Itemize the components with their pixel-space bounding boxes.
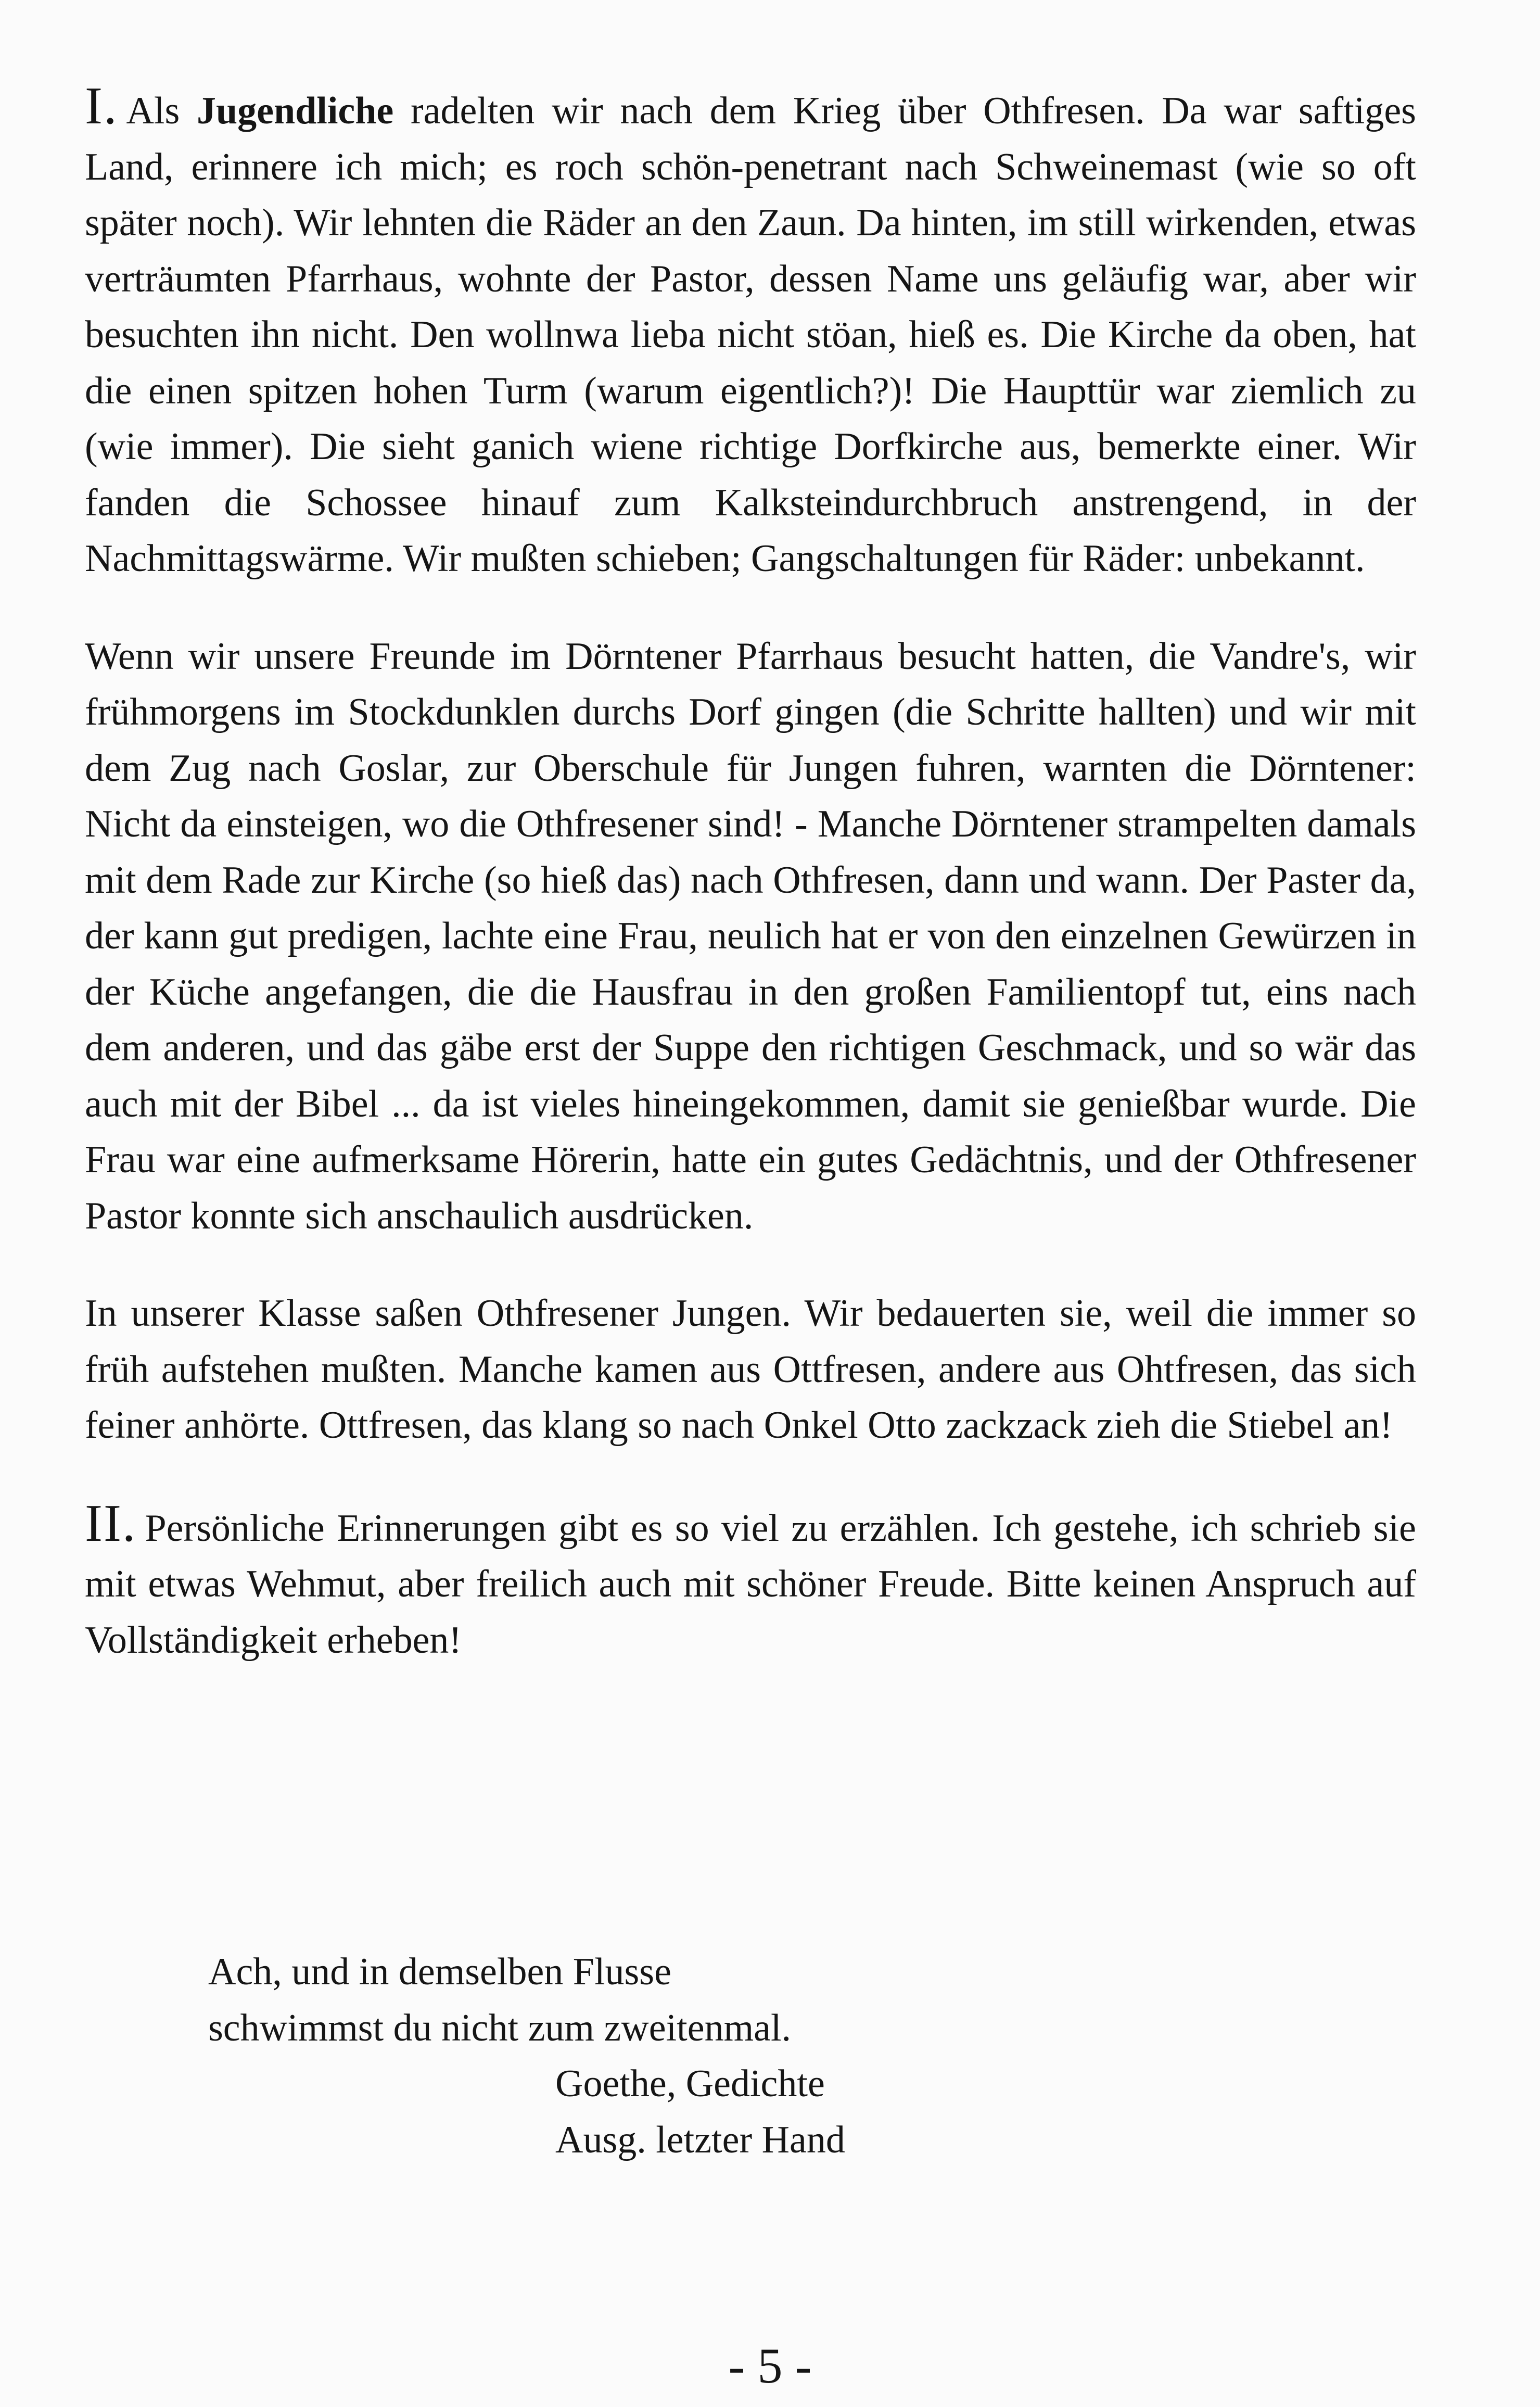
section-2-text: Persönliche Erinnerungen gibt es so viel zu erzählen. Ich gestehe, ich schrieb sie mit etwas Wehmut, aber freilich auch mit schöner Freude. Bitte keinen Anspruch auf Vollständigkeit erheben! (85, 1506, 1416, 1662)
goethe-quote (208, 1944, 791, 2056)
page-body (85, 78, 1416, 1668)
section-1-paragraph-2: Wenn wir unsere Freunde im Dörntener Pfarrhaus besucht hatten, die Vandre's, wir frühmorgens im Stockdunklen durchs Dorf gingen (die Schritte hallten) und wir mit dem Zug nach Goslar, zur Oberschule für Jungen fuhren, warnten die Dörntener: Nicht da einsteigen, wo die Othfresener sind! - Manche Dörntener strampelten damals mit dem Rade zur Kirche (so hieß das) nach Othfresen, dann und wann. Der Paster da, der kann gut predigen, lachte eine Frau, neulich hat er von den einzelnen Gewürzen in der Küche angefangen, die die Hausfrau in den großen Familientopf tut, eins nach dem anderen, und das gäbe erst der Suppe den richtigen Geschmack, und so wär das auch mit der Bibel ... da ist vieles hineingekommen, damit sie genießbar wurde. Die Frau war eine aufmerksame Hörerin, hatte ein gutes Gedächtnis, und der Othfresener Pastor konnte sich anschaulich ausdrücken. (85, 635, 1416, 1237)
section-1-number: I. (85, 77, 118, 135)
section-2-paragraph (85, 1493, 1416, 1669)
page-number: - 5 - (728, 2338, 812, 2393)
attribution-line: Goethe, Gedichte (555, 2062, 825, 2105)
section-1-paragraph-3: In unserer Klasse saßen Othfresener Jungen. Wir bedauerten sie, weil die immer so früh aufstehen mußten. Manche kamen aus Ottfresen, andere aus Ohtfresen, das sich feiner anhörte. Ottfresen, das klang so nach Onkel Otto zackzack zieh die Stiebel an! (85, 1292, 1416, 1447)
quote-attribution (555, 2056, 845, 2168)
quote-line: Ach, und in demselben Flusse (208, 1950, 671, 1993)
section-1-lead: Als (126, 90, 197, 132)
quote-line: schwimmst du nicht zum zweitenmal. (208, 2006, 792, 2049)
section-1-text: radelten wir nach dem Krieg über Othfresen. Da war saftiges Land, erinnere ich mich; es roch schön-penetrant nach Schweinemast (wie so oft später noch). Wir lehnten die Räder an den Zaun. Da hinten, im still wirkenden, etwas verträumten Pfarrhaus, wohnte der Pastor, dessen Name uns geläufig war, aber wir besuchten ihn nicht. Den wollnwa lieba nicht stöan, hieß es. Die Kirche da oben, hat die einen spitzen hohen Turm (warum eigentlich?)! Die Haupttür war ziemlich zu (wie immer). Die sieht ganich wiene richtige Dorfkirche aus, bemerkte einer. Wir fanden die Schossee hinauf zum Kalksteindurchbruch anstrengend, in der Nachmittagswärme. Wir mußten schieben; Gangschaltungen für Räder: unbekannt. (85, 90, 1416, 580)
section-2-number: II. (85, 1493, 137, 1553)
section-1-bold-word: Jugendliche (196, 90, 394, 132)
attribution-line: Ausg. letzter Hand (555, 2118, 845, 2161)
section-1-paragraph-1 (85, 78, 1416, 587)
